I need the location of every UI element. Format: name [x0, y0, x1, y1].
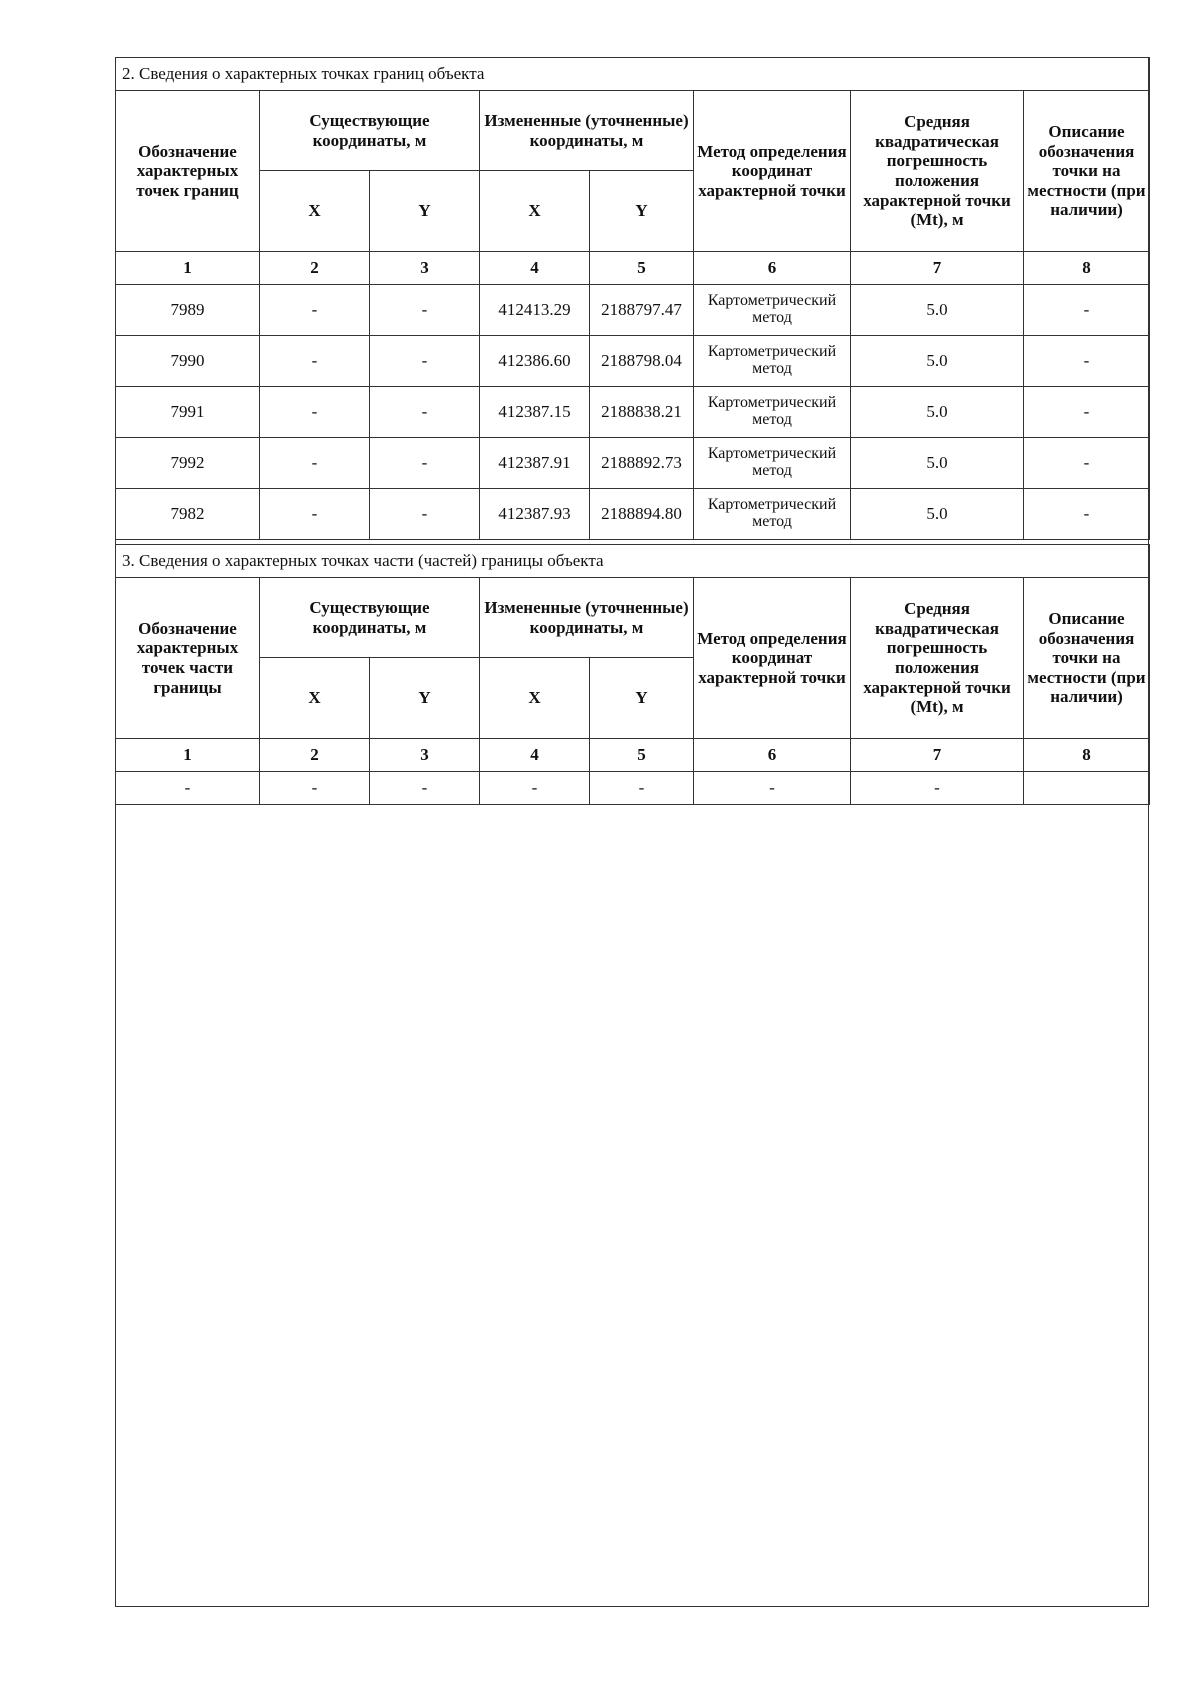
col-number: 4 [480, 252, 590, 285]
header-description: Описание обозначения точки на местности (при наличии) [1024, 578, 1150, 739]
table-row [116, 489, 1150, 540]
point-id: 7989 [116, 285, 260, 336]
mt-error: 5.0 [851, 285, 1024, 336]
col-number: 1 [116, 252, 260, 285]
changed-y: 2188798.04 [590, 336, 694, 387]
col-number: 5 [590, 739, 694, 772]
method: Картометрический метод [694, 285, 851, 336]
existing-x: - [260, 387, 370, 438]
changed-y: 2188838.21 [590, 387, 694, 438]
col-number: 1 [116, 739, 260, 772]
col-number: 2 [260, 739, 370, 772]
description: - [1024, 489, 1150, 540]
col-number: 6 [694, 739, 851, 772]
col-number: 4 [480, 739, 590, 772]
mt-error: 5.0 [851, 489, 1024, 540]
method: Картометрический метод [694, 489, 851, 540]
col-number: 7 [851, 252, 1024, 285]
header-error: Средняя квадратическая погрешность положения характерной точки (Mt), м [851, 91, 1024, 252]
header-existing-x: X [260, 171, 370, 252]
header-point-designation: Обозначение характерных точек части границы [116, 578, 260, 739]
header-changed-coords: Измененные (уточненные) координаты, м [480, 578, 694, 658]
method: - [694, 772, 851, 805]
description: - [1024, 387, 1150, 438]
header-error: Средняя квадратическая погрешность положения характерной точки (Mt), м [851, 578, 1024, 739]
existing-y: - [370, 772, 480, 805]
section3-table [115, 544, 1150, 805]
changed-x: 412386.60 [480, 336, 590, 387]
col-number: 8 [1024, 252, 1150, 285]
col-number: 3 [370, 739, 480, 772]
existing-y: - [370, 387, 480, 438]
description: - [1024, 336, 1150, 387]
table-row [116, 387, 1150, 438]
point-id: - [116, 772, 260, 805]
changed-y: 2188894.80 [590, 489, 694, 540]
existing-x: - [260, 285, 370, 336]
description: - [1024, 438, 1150, 489]
table-row [116, 772, 1150, 805]
section2-title: 2. Сведения о характерных точках границ объекта [116, 58, 1150, 91]
description [1024, 772, 1150, 805]
point-id: 7991 [116, 387, 260, 438]
method: Картометрический метод [694, 438, 851, 489]
table-row [116, 285, 1150, 336]
changed-y: 2188892.73 [590, 438, 694, 489]
method: Картометрический метод [694, 387, 851, 438]
section2-table [115, 57, 1150, 540]
changed-x: 412387.93 [480, 489, 590, 540]
header-changed-x: X [480, 658, 590, 739]
col-number: 5 [590, 252, 694, 285]
changed-y: - [590, 772, 694, 805]
existing-x: - [260, 772, 370, 805]
point-id: 7982 [116, 489, 260, 540]
description: - [1024, 285, 1150, 336]
mt-error: 5.0 [851, 438, 1024, 489]
header-changed-x: X [480, 171, 590, 252]
table-row [116, 336, 1150, 387]
mt-error: 5.0 [851, 387, 1024, 438]
header-changed-y: Y [590, 171, 694, 252]
changed-x: 412413.29 [480, 285, 590, 336]
section3-title: 3. Сведения о характерных точках части (частей) границы объекта [116, 545, 1150, 578]
header-existing-coords: Существующие координаты, м [260, 91, 480, 171]
header-description: Описание обозначения точки на местности (при наличии) [1024, 91, 1150, 252]
existing-y: - [370, 336, 480, 387]
col-number: 7 [851, 739, 1024, 772]
header-changed-y: Y [590, 658, 694, 739]
mt-error: 5.0 [851, 336, 1024, 387]
header-point-designation: Обозначение характерных точек границ [116, 91, 260, 252]
col-number: 6 [694, 252, 851, 285]
changed-x: 412387.91 [480, 438, 590, 489]
point-id: 7992 [116, 438, 260, 489]
header-existing-x: X [260, 658, 370, 739]
method: Картометрический метод [694, 336, 851, 387]
existing-y: - [370, 285, 480, 336]
table-row [116, 438, 1150, 489]
header-changed-coords: Измененные (уточненные) координаты, м [480, 91, 694, 171]
header-existing-y: Y [370, 171, 480, 252]
changed-y: 2188797.47 [590, 285, 694, 336]
header-method: Метод определения координат характерной точки [694, 91, 851, 252]
changed-x: - [480, 772, 590, 805]
point-id: 7990 [116, 336, 260, 387]
col-number: 2 [260, 252, 370, 285]
col-number: 3 [370, 252, 480, 285]
existing-x: - [260, 438, 370, 489]
existing-y: - [370, 438, 480, 489]
header-existing-coords: Существующие координаты, м [260, 578, 480, 658]
header-method: Метод определения координат характерной точки [694, 578, 851, 739]
existing-x: - [260, 489, 370, 540]
header-existing-y: Y [370, 658, 480, 739]
mt-error: - [851, 772, 1024, 805]
existing-y: - [370, 489, 480, 540]
col-number: 8 [1024, 739, 1150, 772]
changed-x: 412387.15 [480, 387, 590, 438]
existing-x: - [260, 336, 370, 387]
